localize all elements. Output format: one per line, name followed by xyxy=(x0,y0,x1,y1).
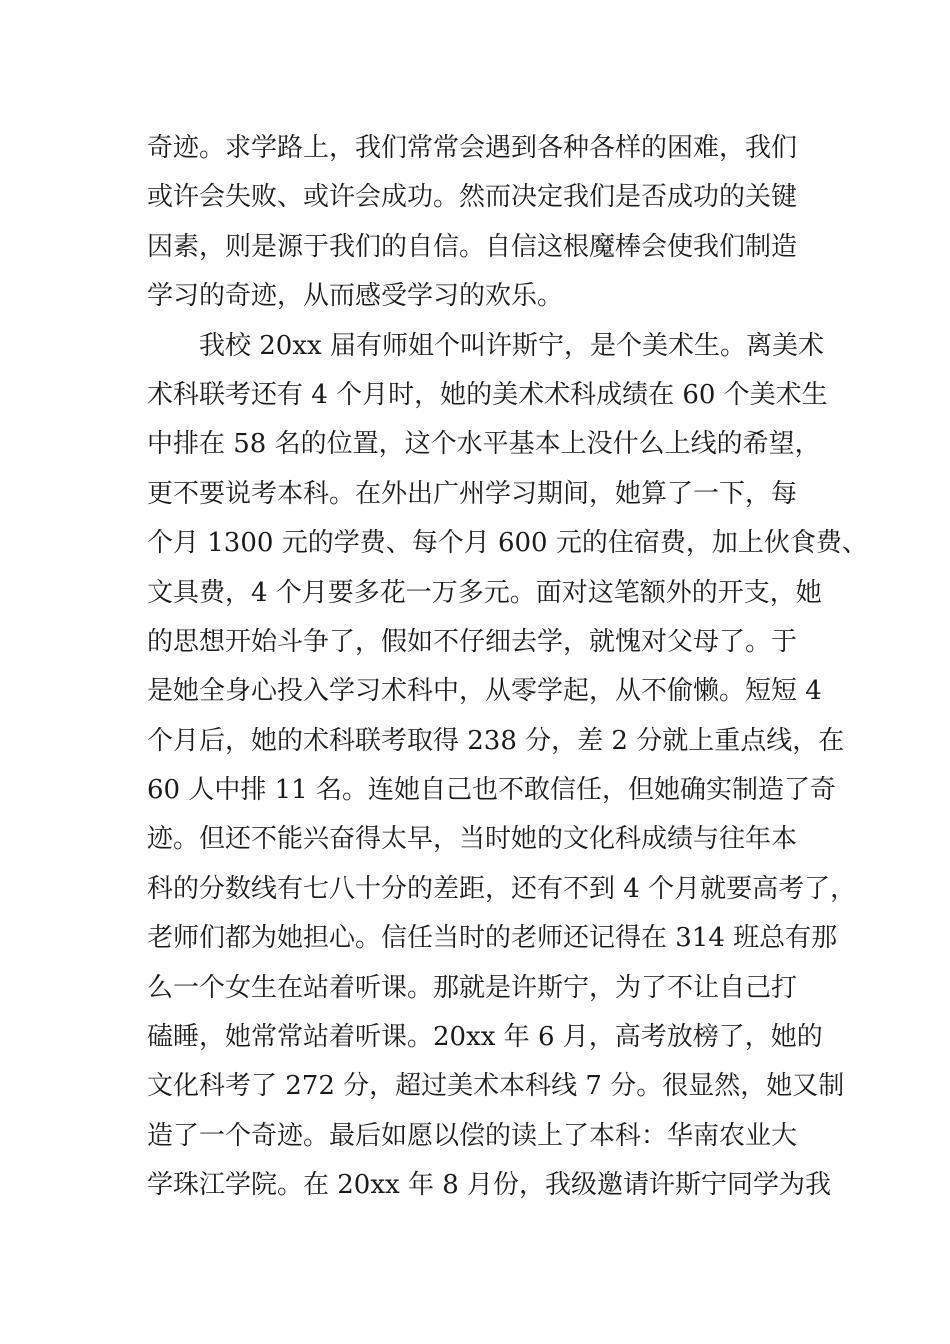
text-line: 是她全身心投入学习术科中，从零学起，从不偷懒。短短 4 xyxy=(147,676,822,707)
text-line: 文化科考了 272 分，超过美术本科线 7 分。很显然，她又制 xyxy=(147,1071,845,1102)
text-line: 科的分数线有七八十分的差距，还有不到 4 个月就要高考了， xyxy=(147,873,857,904)
text-line: 中排在 58 名的位置，这个水平基本上没什么上线的希望， xyxy=(147,429,821,460)
text-line: 或许会失败、或许会成功。然而决定我们是否成功的关键 xyxy=(147,182,798,213)
text-line: 学习的奇迹，从而感受学习的欢乐。 xyxy=(147,281,564,312)
text-line: 的思想开始斗争了，假如不仔细去学，就愧对父母了。于 xyxy=(147,626,798,657)
paragraph-1 xyxy=(147,124,827,322)
text-line: 更不要说考本科。在外出广州学习期间，她算了一下，每 xyxy=(147,478,798,509)
text-line: 么一个女生在站着听课。那就是许斯宁，为了不让自己打 xyxy=(147,972,798,1003)
text-line: 术科联考还有 4 个月时，她的美术术科成绩在 60 个美术生 xyxy=(147,379,828,410)
text-line: 学珠江学院。在 20xx 年 8 月份，我级邀请许斯宁同学为我 xyxy=(147,1170,832,1201)
text-line: 我校 20xx 届有师姐个叫许斯宁，是个美术生。离美术 xyxy=(199,330,824,361)
paragraph-2 xyxy=(147,322,868,1211)
text-line: 文具费，4 个月要多花一万多元。面对这笔额外的开支，她 xyxy=(147,577,822,608)
text-line: 60 人中排 11 名。连她自己也不敢信任，但她确实制造了奇 xyxy=(147,775,836,806)
text-line: 迹。但还不能兴奋得太早，当时她的文化科成绩与往年本 xyxy=(147,824,798,855)
body-text xyxy=(147,124,868,1211)
text-line: 老师们都为她担心。信任当时的老师还记得在 314 班总有那 xyxy=(147,923,838,954)
text-line: 个月后，她的术科联考取得 238 分，差 2 分就上重点线，在 xyxy=(147,725,845,756)
text-line: 奇迹。求学路上，我们常常会遇到各种各样的困难，我们 xyxy=(147,133,798,163)
text-line: 造了一个奇迹。最后如愿以偿的读上了本科：华南农业大 xyxy=(147,1120,798,1151)
text-line: 因素，则是源于我们的自信。自信这根魔棒会使我们制造 xyxy=(147,231,798,262)
text-line: 磕睡，她常常站着听课。20xx 年 6 月，高考放榜了，她的 xyxy=(147,1022,823,1053)
text-line: 个月 1300 元的学费、每个月 600 元的住宿费，加上伙食费、 xyxy=(147,528,868,559)
